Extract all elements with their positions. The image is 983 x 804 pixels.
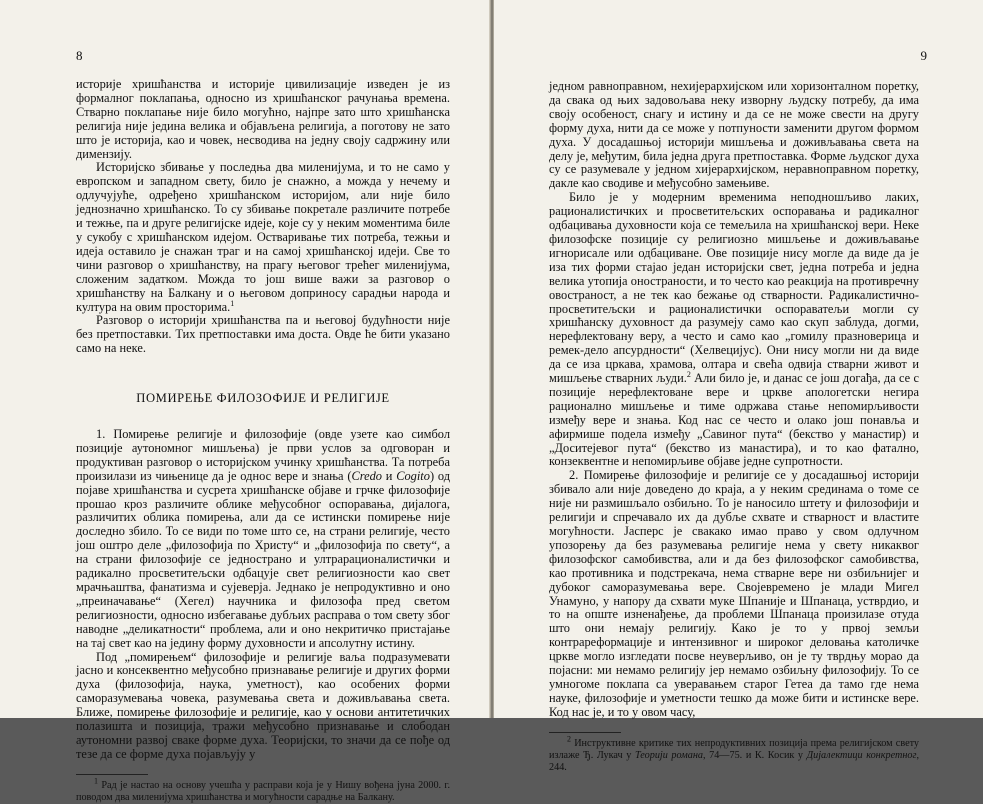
footnote: $^2$ Инструктивне критике тих непродуктивних позиција према религијском свету излаже Ђ. Лукач у Теорији романа, 74—75. и К. Косик у Дијалектици конкретног, 244. (549, 734, 920, 774)
section-heading: ПОМИРЕЊЕ ФИЛОЗОФИЈЕ И РЕЛИГИЈЕ (136, 391, 390, 406)
footnote-ref[interactable]: 1 (230, 298, 235, 308)
paragraph: Под „помирењем“ филозофије и религије ваља подразумевати јасно и консеквентно међусобно признавање религије и других форми духа (филозофија, наука, уметност), као особених форми саморазумевања човека, разумевања света и доживљавања света. Ближе, помирење филозофије и религије, као у основи антитетичких полазишта и позиција, тражи међусобно признавање и слободан аутономни развој сваке форме духа. Теоријски, то значи да се пође од тезе да се форме духа појављују у (76, 649, 450, 761)
right-text-column (549, 80, 919, 774)
footnote-ref[interactable]: 2 (686, 369, 691, 379)
footnote: $^1$ Рад је настао на основу учешћа у расправи која је у Нишу вођена јуна 2000. г. поводом два миленијума хришћанства и могућности сарадње на Балкану. (76, 776, 451, 803)
right-page (494, 0, 983, 774)
paragraph: 1. Помирење религије и филозофије (овде узете као симбол позиције аутономног мишљења) је први услов за одговоран и продуктиван разговор о историјском учинку хришћанства. Та потреба произилази из чињенице да је однос вере и знања (Credo и Cogito) од појаве хришћанства и сусрета хришћанске објаве и грчке филозофије прошао кроз различите облике међусобног оспоравања, дијалога, различитих облика помирења, али да се истински помирење није доследно збило. То се види по томе што се, на страни религије, често још оштро деле „филозофија по Христу“ и „филозофија по свету“, а на страни филозофије се једнострано и ултрарационалистички и радикално просветитељски одбацује свет религиозности као свет мрачњаштва, фанатизма и сујеверја. Једнако је непродуктивно и оно „преиначавање“ (Хегел) научника и филозофа пред светом религиозности, односно избегавање дубљих расправа о том свету због наводне „деликатности“ проблема, али и оно некритичко пристајање на тај свет као на једину форму духовности и апсолутну истину. (76, 427, 451, 650)
footnote-divider (549, 732, 621, 733)
paragraph: 2. Помирење филозофије и религије се у досадашњој историји збивало али није доведено до краја, а у неким срединама о томе се није ни размишљало озбиљно. То је наносило штету и филозофији и религији и спречавало их да дубље схвате и стварност и властите могућности. Јасперс је свакако имао право у свом одлучном упозорењу да без разумевања религије нема у свету никаквог филозофског самобивства, али и да без филозофског самобивства, као противника и подстрекача, нема стварне вере ни озбиљнијег и дубоког саморазумевања вере. Својевремено је млади Мигел Унамуно, у напору да схвати муке Шпаније и Шпанаца, устврдио, и то на опште изненађење, да проблеми Шпанаца произилазе отуда што они немају религију. Како је то у првој земљи контрареформације и интензивног и широког деловања католичке цркве могло изгледати посве неуверљиво, он је ту тврдњу морао да појасни: ми немамо религију јер немамо озбиљну филозофију. То се умногоме поклапа са уверавањем старог Гетеа да тамо где нема науке, филозофије и уметности тешко да може бити и истинске вере. Код нас је, и то у овом часу, (549, 468, 919, 719)
left-page (0, 0, 490, 803)
page-number: 9 (920, 48, 927, 63)
paragraph: Разговор о историји хришћанства па и његовој будућности није без претпоставки. Тих претпоставки има доста. Овде ће бити указано само на неке. (76, 313, 450, 356)
paragraph: Било је у модерним временима неподношљиво лаких, рационалистичких и просветитељских оспоравања и радикалног одбацивања духовности која се темељила на хришћанској вери. Неке филозофске позиције су религиозно мишљење и доживљавање игнорисале или одбациване. Ове позиције нису могле да виде да је иза тих форми стајао један историјски свет, једна потреба и једна велика утопија оностраности, и то често као реакција на противречну овостраност, а не тек као бежање од стварности. Радикалистично-просветитељски и рационалистички оспораватељи могли су хришћанску духовност да разумеју само као скуп заблуда, догми, нерефлектовану веру, а често и само као „гомилу празноверица и ремек-дело апсурдности“ (Хелвецијус). Они нису могли ни да виде да се иза цркава, храмова, олтара и свећа одвија стварни живот и мишљење стварних људи.$^2$ Али било је, и данас се још догађа, да се с позиције нерефлектоване вере и црквe апологетски негира рационално мишљење и тиме одржава стање непомирљивости између вере и знања. Код нас се често и олако још понавља и афирмише подела између „Савиног пута“ (бекство у манастир) и „Доситејевог пута“ (бекство из манастира), и то као фатално, конзеквентне и непомирљиве објаве једне супротности. (549, 190, 920, 469)
footnote-divider (76, 774, 148, 775)
paragraph: Историјско збивање у последња два миленијума, и то не само у европском и западном свету, било је снажно, а можда у нечему и одлучујуће, одређено хришћанском историјом, али није било једнозначно хришћанско. То су збивање покретале различите потребе и тежње, па и друге религијске идеје, које су у неким моментима биле у сукобу с хришћанском идејом. Остваривање тих потреба, тежњи и идеја оставило је снажан траг и на самој хришћанској идеји. Све то чини разговор о хришћанству, на прагу његовог трећег миленијума, сложеним задатком. Можда то још више важи за разговор о хришћанству на Балкану и о његовом доприносу сарадњи народа и култура на овим просторима.$^1$ (76, 160, 450, 314)
left-text-column (76, 78, 450, 804)
page-number: 8 (76, 48, 83, 63)
paragraph: једном равноправном, нехијерархијском или хоризонталном поретку, да свака од њих задовољава неку изворну људску потребу, да има своју особеност, снагу и истину и да се не може свести на другу форму духа, нити да се може у потпуности заменити другом формом духа. У досадашњој историји мишљења и доживљавања света на делу је, међутим, била једна друга претпоставка. Форме људског духа су се разумевале у једном хијерархијском, неравноправном поретку, дакле као сводиве и међусобно замењиве. (549, 79, 919, 191)
paragraph: историје хришћанства и историје цивилизације изведен је из формалног поклапања, односно из хришћанског рачунања времена. Стварно поклапање није било могућно, најпре зато што хришћанска религија није једина велика и објављена религија, а поготову не зато што је историја, као и човек, несводива на једну своју садржину или димензију. (76, 77, 450, 161)
